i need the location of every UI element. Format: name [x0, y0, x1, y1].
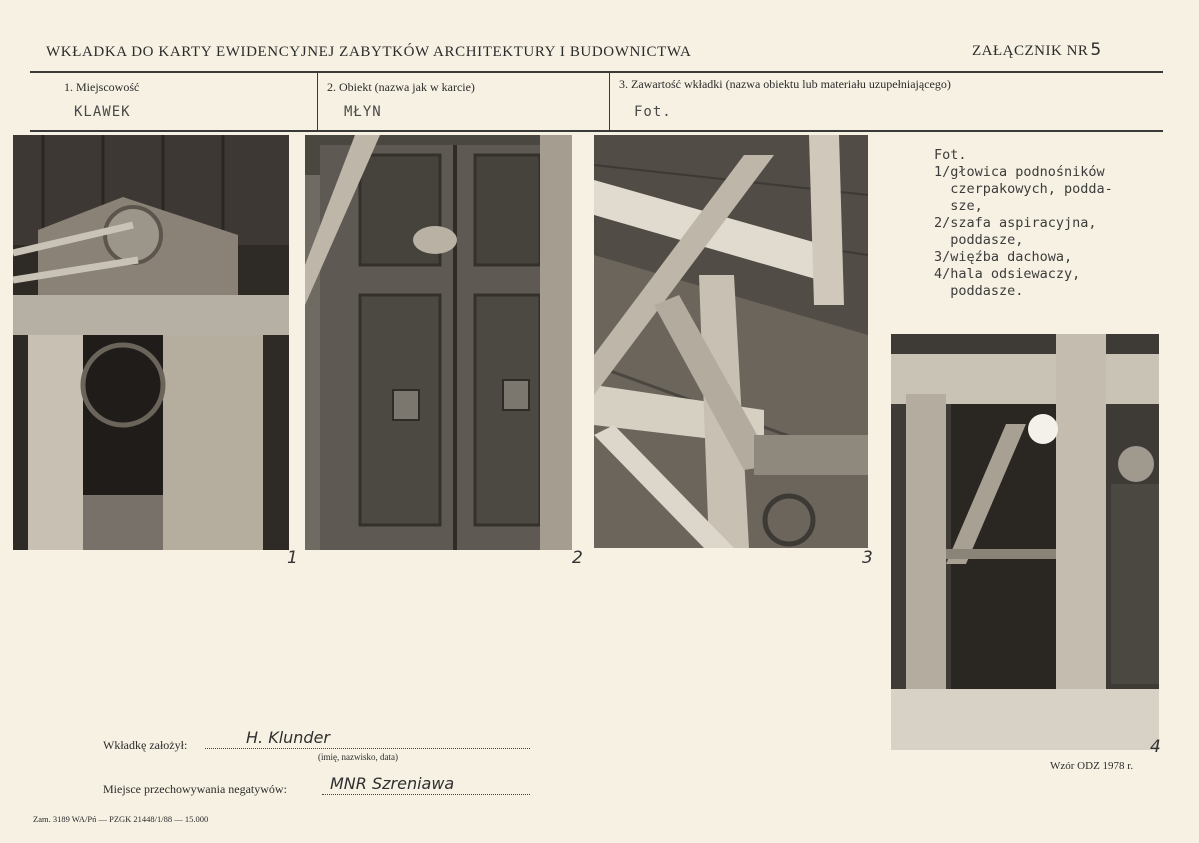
caption-line: 2/szafa aspiracyjna,: [934, 215, 1097, 231]
locality-label: 1. Miejscowość: [64, 80, 140, 94]
object-value: MŁYN: [344, 104, 382, 120]
negatives-line: [322, 794, 530, 795]
form-model: Wzór ODZ 1978 r.: [1050, 760, 1134, 772]
field-divider-2: [609, 73, 610, 132]
caption-line: czerpakowych, podda-: [934, 181, 1113, 197]
founder-signature: H. Klunder: [246, 728, 330, 747]
negatives-value: MNR Szreniawa: [330, 774, 455, 793]
object-label: 2. Obiekt (nazwa jak w karcie): [327, 80, 475, 94]
annex-label: ZAŁĄCZNIK NR: [972, 43, 1089, 59]
photo-captions: [934, 147, 1113, 300]
caption-line: 1/głowica podnośników: [934, 164, 1105, 180]
caption-line: sze,: [934, 198, 983, 214]
caption-line: 3/więźba dachowa,: [934, 249, 1073, 265]
caption-line: poddasze,: [934, 232, 1024, 248]
locality-value: KLAWEK: [74, 104, 131, 120]
fields-bottom-rule: [30, 130, 1163, 132]
content-label: 3. Zawartość wkładki (nazwa obiektu lub materiału uzupełniającego): [619, 77, 951, 91]
photo-2-aspiration-cabinet: [305, 135, 572, 550]
caption-line: poddasze.: [934, 283, 1024, 299]
form-title: WKŁADKA DO KARTY EWIDENCYJNEJ ZABYTKÓW ARCHITEKTURY I BUDOWNICTWA: [46, 44, 692, 60]
photo-3-roof-truss: [594, 135, 868, 548]
founder-sub-label: (imię, nazwisko, data): [318, 752, 398, 762]
photo-1-number: 1: [287, 548, 298, 568]
negatives-label: Miejsce przechowywania negatywów:: [103, 782, 287, 796]
founder-label: Wkładkę założył:: [103, 738, 188, 752]
field-divider-1: [317, 73, 318, 132]
photo-1-bucket-elevator-heads: [13, 135, 289, 550]
photo-4-sifter-hall: [891, 334, 1159, 750]
founder-line: [205, 748, 530, 749]
print-info: Zam. 3189 WA/Pń — PZGK 21448/1/88 — 15.000: [33, 814, 209, 824]
annex-number-value: 5: [1090, 40, 1102, 60]
caption-line: 4/hala odsiewaczy,: [934, 266, 1081, 282]
header-rule: [30, 71, 1163, 73]
photo-4-number: 4: [1150, 737, 1161, 757]
content-value: Fot.: [634, 104, 672, 120]
annex-number: [972, 40, 1102, 60]
photo-2-number: 2: [572, 548, 583, 568]
photo-3-number: 3: [862, 548, 873, 568]
caption-line: Fot.: [934, 147, 967, 163]
